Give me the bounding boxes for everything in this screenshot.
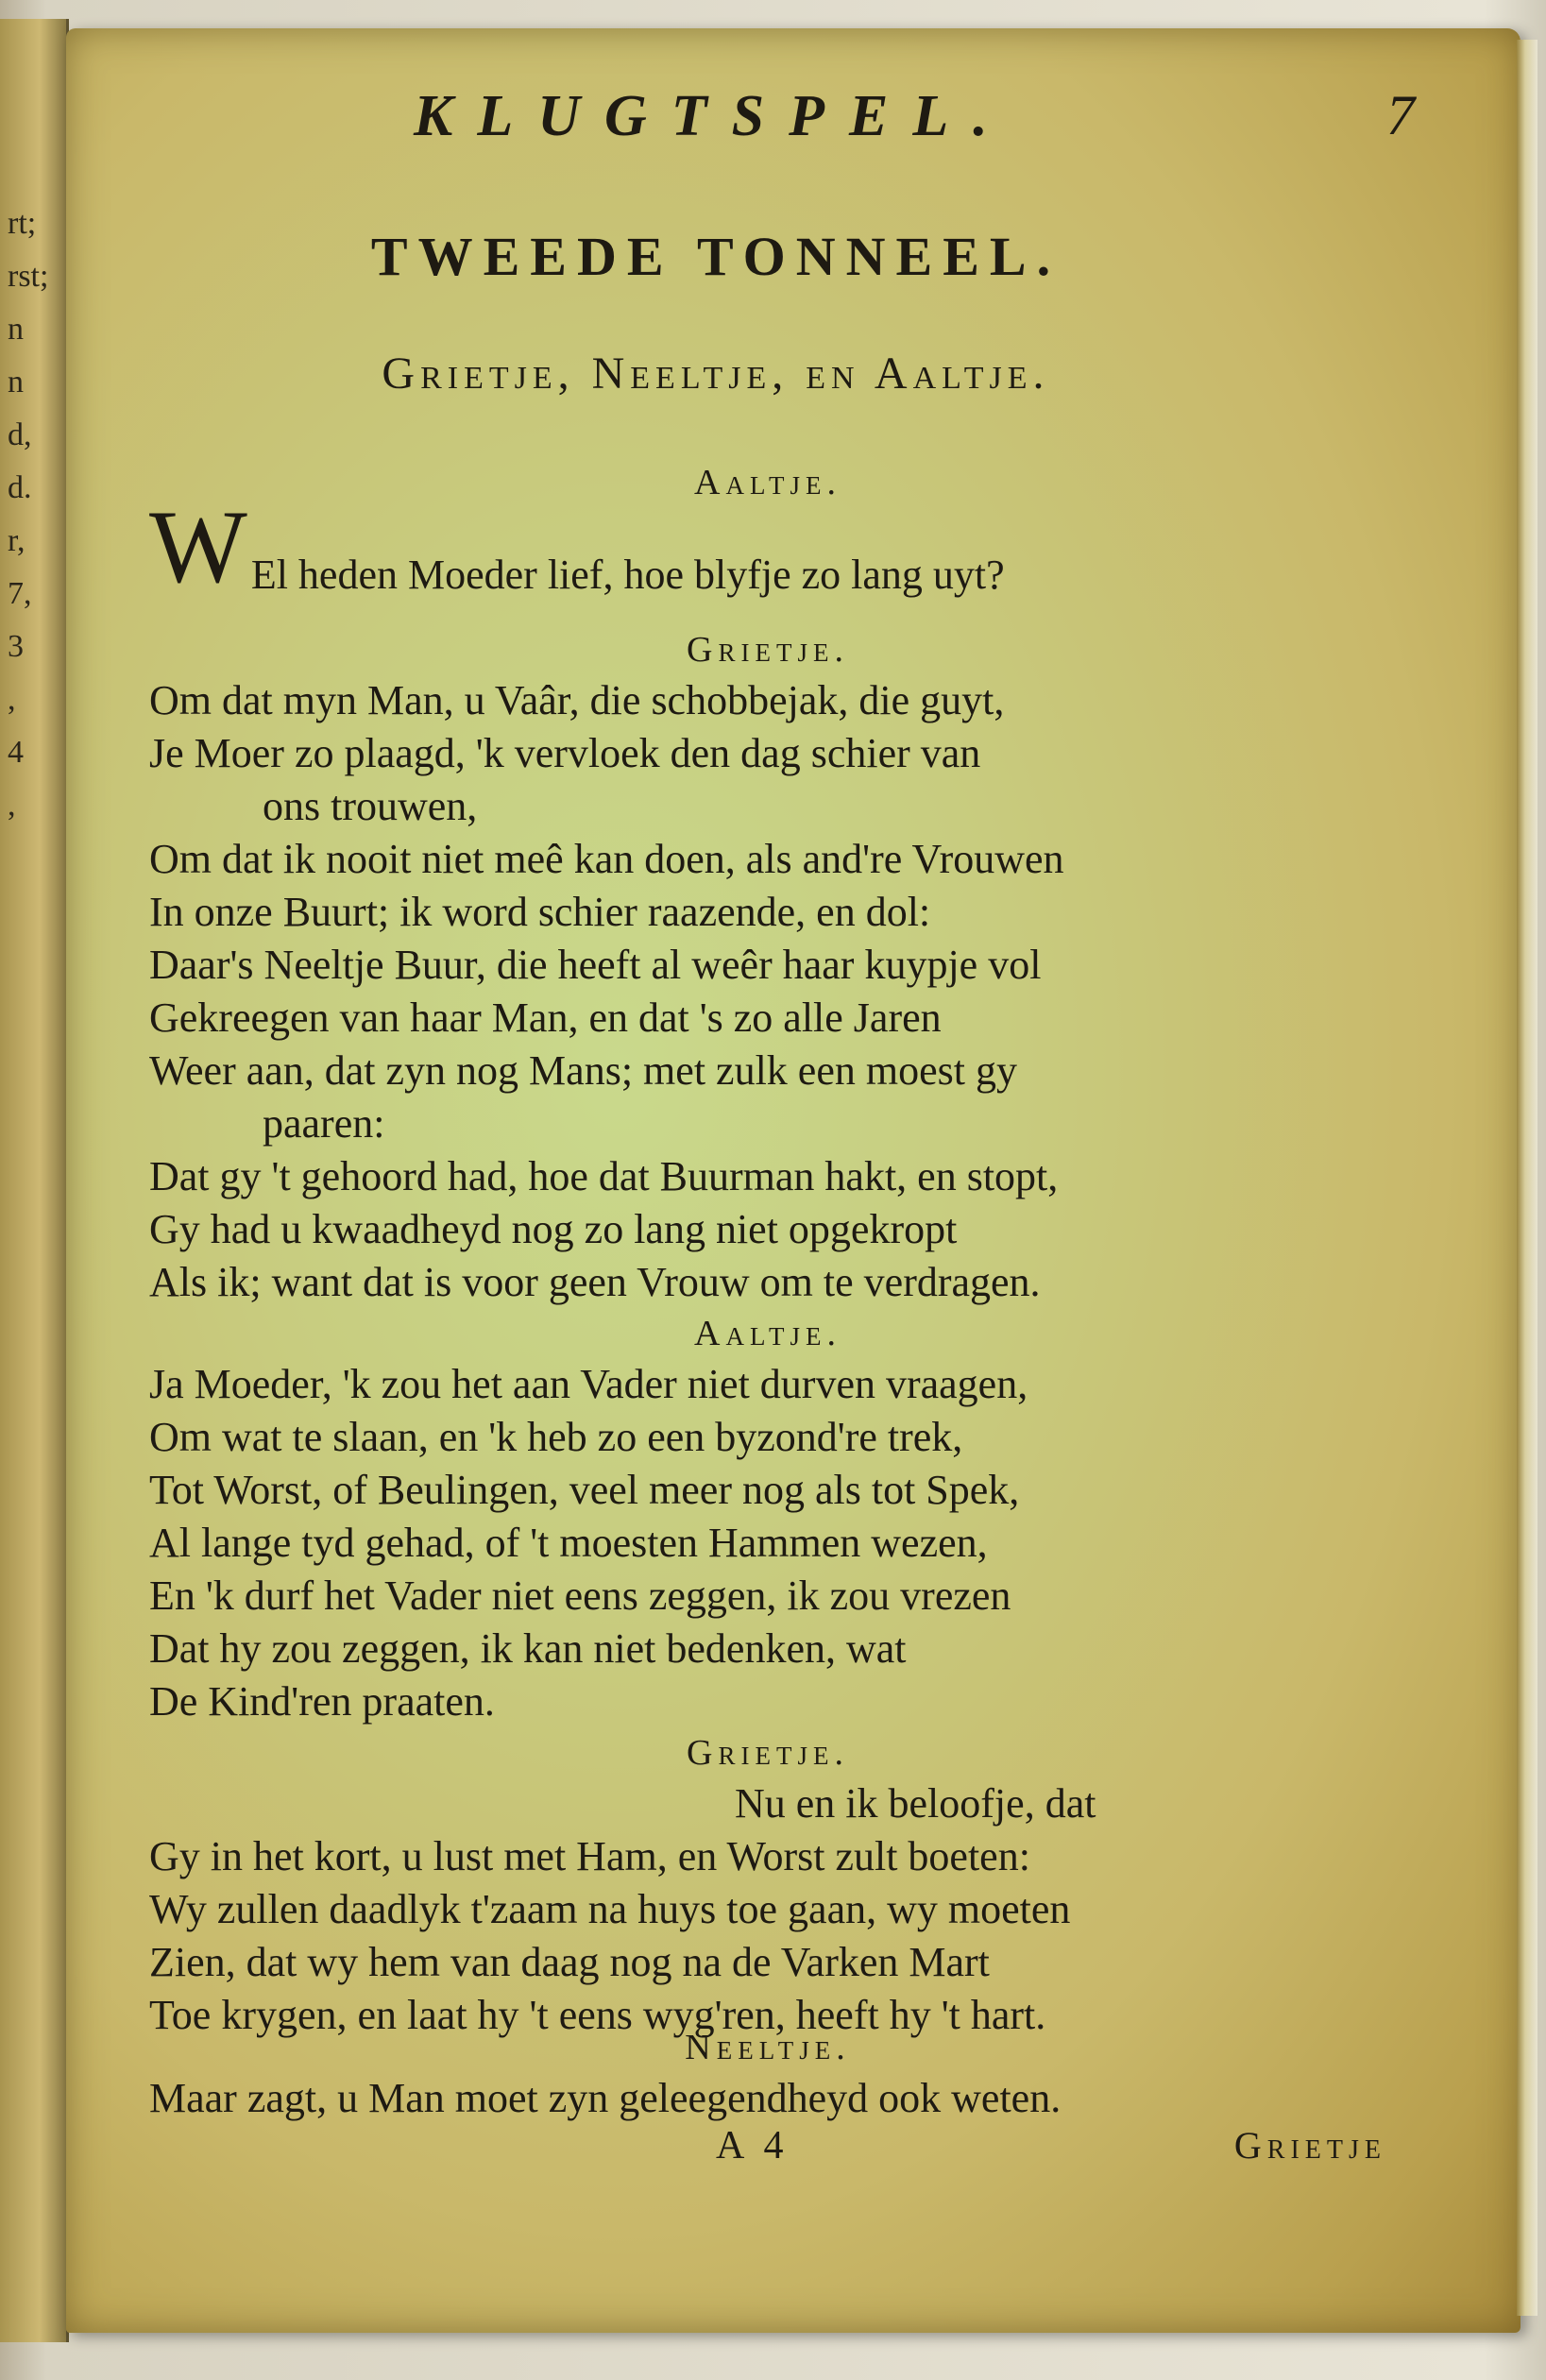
left-fragment: , [8,788,16,823]
speaker-name: Neeltje. [685,2028,851,2067]
catchword: Grietje [1233,2124,1386,2167]
left-fragment: 4 [8,735,24,770]
speaker-name: Aaltje. [694,463,841,502]
left-fragment: 7, [8,576,32,611]
page-header [206,83,1415,159]
opening-line [149,489,1386,604]
left-fragment: rst; [8,259,49,294]
verse-line: Gekreegen van haar Man, en dat 's zo alle Jaren [149,994,942,1041]
left-page-edge [0,19,69,2342]
verse-line: Om dat myn Man, u Vaâr, die schobbejak, die guyt, [149,677,1005,723]
verse-line: Om wat te slaan, en 'k heb zo een byzond're trek, [149,1414,963,1460]
book-page [66,28,1521,2333]
verse-line: Toe krygen, en laat hy 't eens wyg'ren, heeft hy 't hart. [149,1992,1046,2038]
verse-line: Gy had u kwaadheyd nog zo lang niet opgekropt [149,1206,958,1252]
page-edge-shadow [1517,40,1538,2316]
verse-line: Gy in het kort, u lust met Ham, en Worst zult boeten: [149,1833,1030,1879]
left-fragment: , [8,682,16,717]
verse-line: Zien, dat wy hem van daag nog na de Varken Mart [149,1939,990,1985]
verse-line: Daar's Neeltje Buur, die heeft al weêr haar kuypje vol [149,942,1042,988]
signature-mark: A 4 [716,2124,790,2168]
verse-line: Weer aan, dat zyn nog Mans; met zulk een moest gy [149,1047,1017,1094]
verse-line: Nu en ik beloofje, dat [735,1780,1096,1827]
verse-line: Om dat ik nooit niet meê kan doen, als and're Vrouwen [149,836,1064,882]
verse-line: Dat hy zou zeggen, ik kan niet bedenken, wat [149,1625,907,1672]
speech-block [149,2023,1386,2125]
running-head: KLUGTSPEL. [414,84,1012,148]
verse-line: Al lange tyd gehad, of 't moesten Hammen wezen, [149,1520,988,1566]
page-number: 7 [1386,84,1415,146]
left-fragment: rt; [8,206,37,241]
left-fragment: r, [8,523,25,558]
left-fragment: n [8,312,24,347]
verse-line: ons trouwen, [263,783,478,829]
verse-line: Tot Worst, of Beulingen, veel meer nog als tot Spek, [149,1467,1020,1513]
verse-line: Je Moer zo plaagd, 'k vervloek den dag schier van [149,730,981,776]
verse-line: In onze Buurt; ik word schier raazende, en dol: [149,889,931,935]
speech-block [149,458,1386,602]
drop-cap: W [149,489,247,604]
left-fragment: n [8,365,24,400]
left-fragment: d, [8,417,32,452]
verse-line: paaren: [263,1100,385,1147]
speech-block [149,1728,1386,2042]
verse-line: En 'k durf het Vader niet eens zeggen, ik zou vrezen [149,1572,1011,1619]
speech-block [149,625,1386,1309]
speaker-name: Grietje. [687,1733,849,1773]
left-fragment: 3 [8,629,24,664]
verse-line: De Kind'ren praaten. [149,1678,495,1725]
verse-line: Wy zullen daadlyk t'zaam na huys toe gaan, wy moeten [149,1886,1071,1932]
speech-block [149,1309,1386,1728]
speaker-name: Grietje. [687,630,849,670]
verse-line: Als ik; want dat is voor geen Vrouw om te verdragen. [149,1259,1041,1305]
verse-line: Maar zagt, u Man moet zyn geleegendheyd ook weten. [149,2075,1062,2121]
scene-title: TWEEDE TONNEEL. [370,226,1062,287]
verse-line: Ja Moeder, 'k zou het aan Vader niet durven vraagen, [149,1361,1028,1407]
characters-heading: Grietje, Neeltje, en Aaltje. [382,348,1050,399]
left-fragment: d. [8,470,32,505]
verse-line: Dat gy 't gehoord had, hoe dat Buurman hakt, en stopt, [149,1153,1059,1199]
page-footer [149,2123,1386,2180]
verse-line: El heden Moeder lief, hoe blyfje zo lang uyt? [250,552,1005,598]
left-page-fragments [8,198,59,833]
speaker-name: Aaltje. [694,1314,841,1353]
